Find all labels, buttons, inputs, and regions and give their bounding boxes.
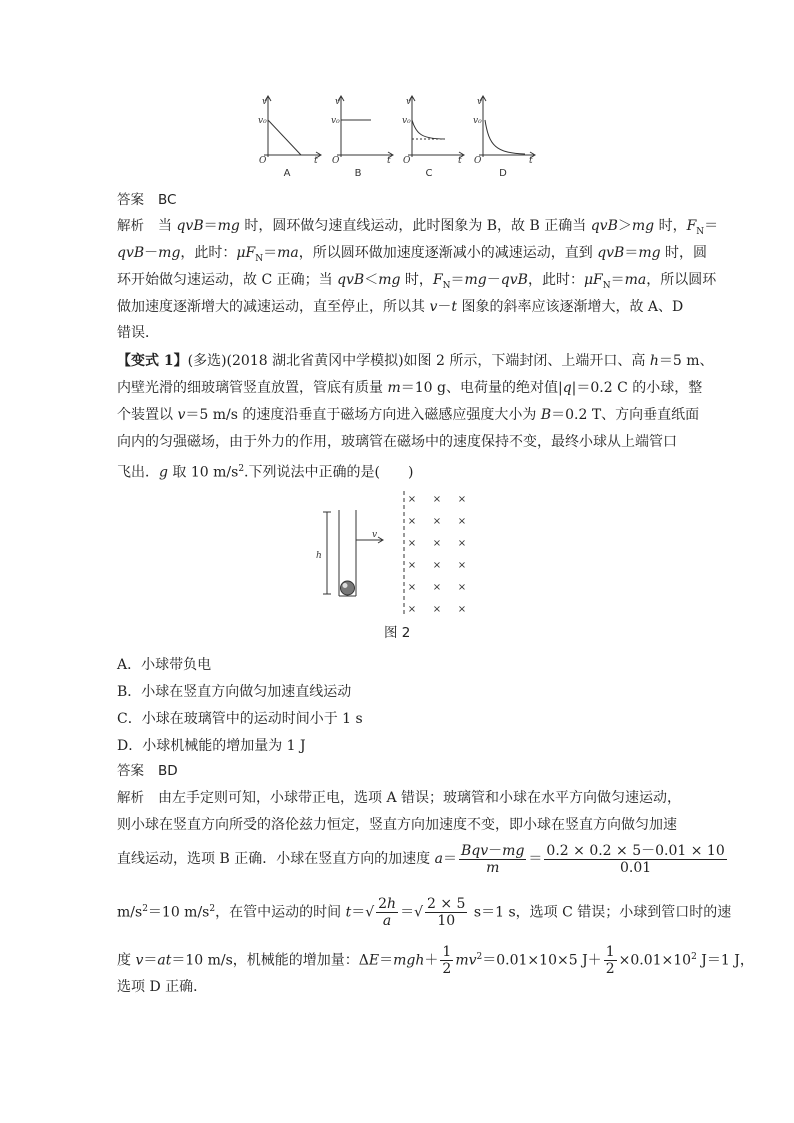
field-x-mark: × — [432, 538, 442, 549]
q1-analysis-line-3: 环开始做匀速运动，故 C 正确；当 qvB＜mg 时，$F_N=mg-qvB$，此时：$\mu F_N=ma$，所以圆环 — [117, 272, 717, 291]
field-x-mark: × — [432, 604, 442, 615]
field-x-mark: × — [407, 516, 417, 527]
graph-c-caption: C — [425, 168, 433, 179]
q1-analysis-line-5: 错误． — [117, 325, 159, 341]
option-d: D．小球机械能的增加量为 1 J — [117, 738, 306, 754]
variant-analysis-line-3: 直线运动，选项 B 正确．小球在竖直方向的加速度 a＝ $\frac{\text{Bqv－mg}}{m}$ ＝ $\frac{0.2 \times 0.2 \times 5-0.01 \times 10}{0.01}$ — [117, 842, 725, 876]
field-x-mark: × — [407, 538, 417, 549]
field-x-mark: × — [432, 582, 442, 593]
field-x-mark: × — [457, 538, 467, 549]
ball-icon — [341, 581, 355, 595]
fig2-v-label: v — [372, 530, 378, 540]
fig2-h-label: h — [316, 551, 322, 561]
variant-stem-line-4: 向内的匀强磁场，由于外力的作用，玻璃管在磁场中的速度保持不变，最终小球从上端管口 — [117, 434, 677, 450]
graph-c-origin: O — [403, 156, 411, 166]
variant-stem-line-1: 【变式 1】(多选)(2018 湖北省黄冈中学模拟)如图 2 所示，下端封闭、上端开口、高 h＝5 m、 — [117, 353, 714, 369]
graph-a-v-label: v — [262, 97, 268, 107]
option-c: C．小球在玻璃管中的运动时间小于 1 s — [117, 711, 363, 727]
graph-d-caption: D — [499, 168, 507, 179]
field-x-mark: × — [457, 494, 467, 505]
graph-b-origin: O — [332, 156, 340, 166]
field-x-mark: × — [457, 516, 467, 527]
variant-analysis-line-6: 选项 D 正确． — [117, 979, 208, 995]
graph-c-t-label: t — [458, 156, 462, 166]
variant-stem-line-3: 个装置以 v＝5 m/s 的速度沿垂直于磁场方向进入磁感应强度大小为 B＝0.2 T、方向垂直纸面 — [117, 407, 700, 423]
variant-analysis-line-2: 则小球在竖直方向所受的洛伦兹力恒定，竖直方向加速度不变，即小球在竖直方向做匀加速 — [117, 817, 677, 833]
graph-b-t-label: t — [387, 156, 391, 166]
option-a: A．小球带负电 — [117, 657, 212, 673]
field-x-mark: × — [457, 560, 467, 571]
field-x-mark: × — [457, 582, 467, 593]
graph-d-v-label: v — [477, 97, 483, 107]
q1-analysis-line-1: 解析 当 qvB＝mg 时，圆环做匀速直线运动，此时图象为 B，故 B 正确当 qvB＞mg 时，$F_N=$ — [117, 218, 719, 237]
variant-analysis-line-4: $m/s^2=10$ $m/s^2$，在管中运动的时间 t＝√ $\frac{2h}{a}$ ＝√ $\frac{2 \times 5}{10}$ s＝1 s，选项 C 错误；小球到管口时的速 — [117, 896, 732, 930]
q1-answer-value: BC — [158, 192, 177, 208]
field-x-mark: × — [407, 494, 417, 505]
variant-label: 【变式 1】 — [117, 353, 188, 369]
q1-answer: 答案 BC — [117, 192, 177, 208]
variant-answer: 答案 BD — [117, 763, 178, 779]
figure-2-caption: 图 2 — [384, 625, 411, 641]
q1-analysis-line-2: qvB－mg，此时：$\mu F_N=ma$，所以圆环做加速度逐渐减小的减速运动，直到 qvB＝mg 时，圆 — [117, 245, 708, 264]
field-x-mark: × — [407, 604, 417, 615]
variant-answer-value: BD — [158, 763, 178, 779]
field-x-mark: × — [457, 604, 467, 615]
field-x-mark: × — [407, 582, 417, 593]
graph-b-caption: B — [354, 168, 362, 179]
field-x-mark: × — [432, 516, 442, 527]
graph-a-origin: O — [259, 156, 267, 166]
field-x-mark: × — [407, 560, 417, 571]
graph-c-v0-label: v₀ — [402, 116, 411, 126]
field-x-mark: × — [432, 494, 442, 505]
graph-d-t-label: t — [529, 156, 533, 166]
field-x-mark: × — [432, 560, 442, 571]
q1-analysis-line-4: 做加速度逐渐增大的减速运动，直至停止，所以其 v－t 图象的斜率应该逐渐增大，故 A、D — [117, 299, 684, 315]
graph-a-caption: A — [283, 168, 291, 179]
graph-b-v0-label: v₀ — [331, 116, 340, 126]
variant-analysis-line-1: 解析 由左手定则可知，小球带正电，选项 A 错误；玻璃管和小球在水平方向做匀速运动， — [117, 790, 682, 806]
graph-a-t-label: t — [314, 156, 318, 166]
graph-b-v-label: v — [335, 97, 341, 107]
variant-stem-line-2: 内壁光滑的细玻璃管竖直放置，管底有质量 m＝10 g、电荷量的绝对值|q|＝0.2 C 的小球，整 — [117, 380, 703, 396]
graph-d-origin: O — [474, 156, 482, 166]
graph-c-v-label: v — [406, 97, 412, 107]
variant-analysis-line-5: 度 v＝at＝10 m/s，机械能的增加量：ΔE＝mgh＋ $\frac{1}{2}$ $mv^2=0.01\times 10\times 5$ J＋ $\frac{1}{2}$ $\times 0.01\times 10^2$ J＝1 J， — [117, 944, 754, 978]
graph-d-v0-label: v₀ — [473, 116, 482, 126]
graph-a-v0-label: v₀ — [258, 116, 267, 126]
option-b: B．小球在竖直方向做匀加速直线运动 — [117, 684, 352, 700]
variant-stem-line-5: 飞出．g 取 10 $m/s^2$.下列说法中正确的是( ) — [117, 464, 414, 481]
